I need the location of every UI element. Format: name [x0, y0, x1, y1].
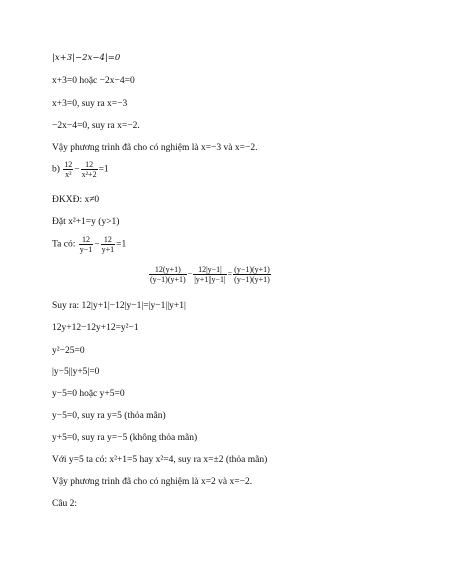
- part-b-equation: b) $\frac{12}{\text{x²}}$ − $\frac{12}{\text{x²+2}}$ =1: [52, 160, 109, 179]
- eq-line-case1: x+3=0, suy ra x=−3: [52, 99, 128, 109]
- fraction: $\frac{12}{\text{x²+2}}$: [81, 160, 97, 179]
- expand-line: 12y+12−12y+12=y²−1: [52, 323, 139, 333]
- eq-line-case2: −2x−4=0, suy ra x=−2.: [52, 121, 140, 131]
- fraction: $\frac{(y-1)(y+1)}{(y-1)(y+1)}$: [234, 265, 270, 284]
- substitution-line: Đặt x²+1=y (y>1): [52, 217, 120, 227]
- conclusion-a: Vậy phương trình đã cho có nghiệm là x=−3 và x=−2.: [52, 143, 258, 153]
- ta-co-equation: Ta có: $\frac{12}{y-1}$ − $\frac{12}{y+1}$ =1: [52, 235, 127, 254]
- factored-line: |y−5||y+5|=0: [52, 367, 100, 377]
- eq-line-abs: |x+3|−2x−4|=0: [52, 53, 121, 63]
- dkxd-line: ĐKXĐ: x≠0: [52, 195, 100, 205]
- cases-line-y: y−5=0 hoặc y+5=0: [52, 389, 125, 399]
- ta-co-label: Ta có:: [52, 239, 76, 250]
- fraction: $\frac{12}{y-1}$: [79, 235, 93, 254]
- part-b-label: b): [52, 164, 60, 175]
- common-denominator-equation: $\frac{12(y+1)}{(y-1)(y+1)}$ − $\frac{12|y-1|}{|y+1||y-1|}$ = $\frac{(y-1)(y+1)}{(y-1)(y+1)}$: [150, 265, 270, 284]
- quadratic-line: y²−25=0: [52, 346, 85, 356]
- fraction: $\frac{12}{\text{x²}}$: [64, 160, 73, 179]
- back-substitution: Với y=5 ta có: x²+1=5 hay x²=4, suy ra x=±2 (thỏa mãn): [52, 455, 268, 465]
- fraction: $\frac{12|y-1|}{|y+1||y-1|}$: [194, 265, 226, 284]
- fraction: $\frac{12}{y+1}$: [101, 235, 115, 254]
- eq-line-cases: x+3=0 hoặc −2x−4=0: [52, 76, 135, 86]
- conclusion-b: Vậy phương trình đã cho có nghiệm là x=2 và x=−2.: [52, 477, 253, 487]
- suy-ra-line: Suy ra: 12|y+1|−12|y−1|=|y−1||y+1|: [52, 301, 186, 311]
- case-y-minus5: y+5=0, suy ra y=−5 (không thỏa mãn): [52, 433, 198, 443]
- question-2-heading: Câu 2:: [52, 499, 78, 509]
- fraction: $\frac{12(y+1)}{(y-1)(y+1)}$: [150, 265, 186, 284]
- case-y5: y−5=0, suy ra y=5 (thỏa mãn): [52, 411, 166, 421]
